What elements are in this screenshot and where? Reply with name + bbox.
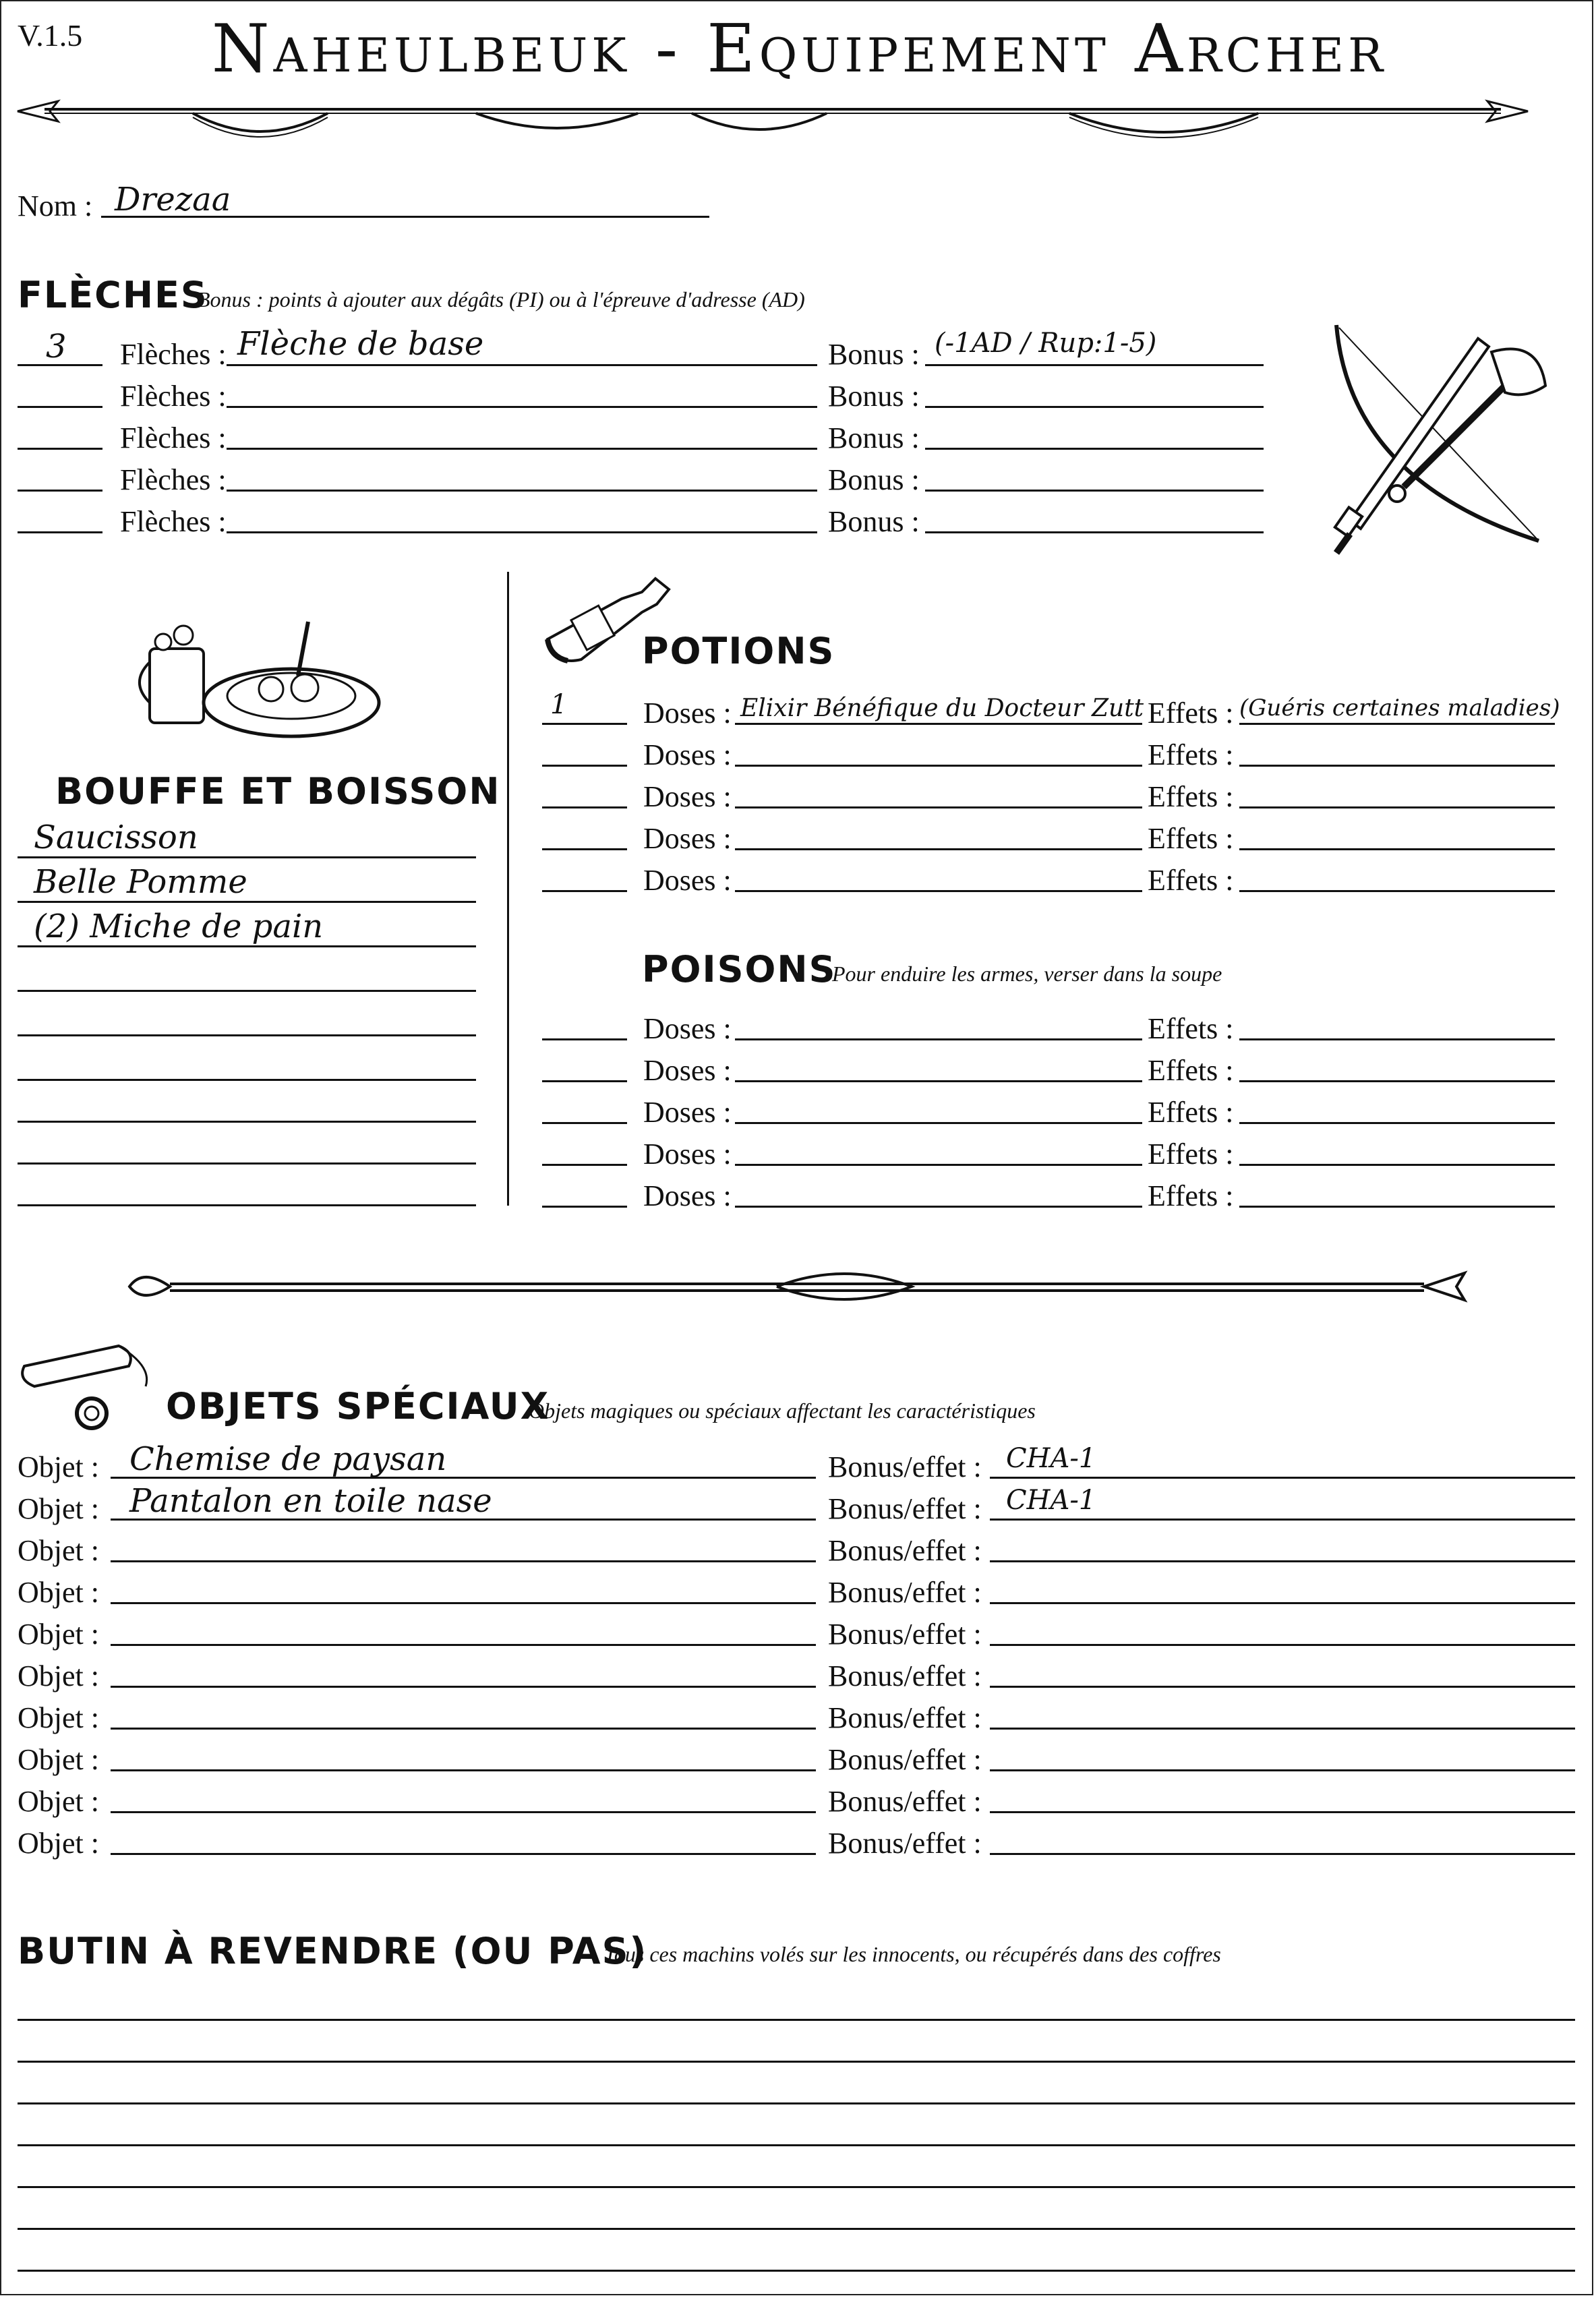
bouffe-line[interactable] [18,901,476,903]
potion-effet[interactable]: (Guéris certaines maladies) [1239,695,1560,721]
fleches-name-line[interactable] [227,406,817,408]
fleches-qty-line[interactable] [18,490,102,492]
poison-qty-line[interactable] [542,1164,627,1166]
potion-effets-label: Effets : [1148,738,1234,771]
potion-effets-label: Effets : [1148,822,1234,855]
objet-bonus-line[interactable] [990,1853,1575,1855]
butin-heading: BUTIN À REVENDRE (OU PAS) [18,1930,648,1972]
objet-bonus-label: Bonus/effet : [828,1576,982,1609]
objet-label: Objet : [18,1659,99,1692]
poison-doses-label: Doses : [643,1012,732,1045]
bouffe-line[interactable] [18,945,476,947]
objet-label: Objet : [18,1785,99,1818]
fleches-bonus-label: Bonus : [828,338,920,371]
name-field[interactable]: Drezaa [115,181,231,218]
column-divider [507,572,509,1206]
potion-effet-line[interactable] [1239,723,1555,725]
objet-bonus-label: Bonus/effet : [828,1492,982,1525]
poison-effet-line[interactable] [1239,1038,1555,1040]
potion-name-line[interactable] [735,765,1142,767]
butin-line[interactable] [18,2061,1575,2063]
poison-effets-label: Effets : [1148,1138,1234,1171]
poison-effet-line[interactable] [1239,1206,1555,1208]
potion-qty-line[interactable] [542,806,627,808]
fleches-subtitle: Bonus : points à ajouter aux dégâts (PI) ou à l'épreuve d'adresse (AD) [197,287,805,312]
objet-name-line[interactable] [111,1853,816,1855]
poison-effets-label: Effets : [1148,1179,1234,1212]
potion-name-line[interactable] [735,890,1142,892]
poison-name-line[interactable] [735,1164,1142,1166]
crossed-weapons-icon [1323,312,1572,554]
objet-label: Objet : [18,1743,99,1776]
arrow-divider-icon [18,89,1528,143]
objet-bonus-label: Bonus/effet : [828,1743,982,1776]
fleches-bonus-line[interactable] [925,531,1264,533]
potion-qty-line[interactable] [542,848,627,850]
bouffe-line[interactable] [18,1162,476,1165]
bouffe-heading: BOUFFE ET BOISSON [55,770,501,813]
bouffe-item[interactable]: (2) Miche de pain [34,908,324,945]
objet-bonus-line[interactable] [990,1519,1575,1521]
objet-name[interactable]: Pantalon en toile nase [129,1482,492,1520]
objet-label: Objet : [18,1492,99,1525]
fleches-qty[interactable]: 3 [46,328,67,365]
potion-qty-line[interactable] [542,890,627,892]
fleches-name-line[interactable] [227,531,817,533]
objet-bonus-line[interactable] [990,1811,1575,1813]
objet-label: Objet : [18,1618,99,1651]
fleches-label: Flèches : [120,380,227,413]
objet-bonus-label: Bonus/effet : [828,1659,982,1692]
butin-line[interactable] [18,2019,1575,2021]
poison-effet-line[interactable] [1239,1122,1555,1124]
version-label: V.1.5 [18,18,83,53]
staff-divider-icon [129,1261,1465,1308]
fleches-bonus-label: Bonus : [828,421,920,454]
fleches-heading: FLÈCHES [18,274,208,316]
potion-doses-label: Doses : [643,822,732,855]
bouffe-line[interactable] [18,856,476,858]
objet-label: Objet : [18,1701,99,1734]
potion-qty-line[interactable] [542,765,627,767]
fleches-bonus-line[interactable] [925,406,1264,408]
objet-bonus-line[interactable] [990,1644,1575,1646]
fleches-bonus-line[interactable] [925,448,1264,450]
potion-name-line[interactable] [735,806,1142,808]
poison-effets-label: Effets : [1148,1096,1234,1129]
objet-label: Objet : [18,1576,99,1609]
fleches-qty-line[interactable] [18,448,102,450]
poison-effet-line[interactable] [1239,1164,1555,1166]
objets-heading: OBJETS SPÉCIAUX [166,1385,550,1427]
butin-line[interactable] [18,2144,1575,2146]
objet-bonus-line[interactable] [990,1602,1575,1604]
poison-name-line[interactable] [735,1038,1142,1040]
potion-effet-line[interactable] [1239,848,1555,850]
bouffe-line[interactable] [18,1079,476,1081]
potion-effets-label: Effets : [1148,697,1234,730]
bouffe-line[interactable] [18,1121,476,1123]
fleches-bonus[interactable]: (-1AD / Rup:1-5) [935,328,1157,359]
name-label: Nom : [18,189,93,223]
fleches-name-line[interactable] [227,448,817,450]
potions-heading: POTIONS [642,630,835,672]
food-icon [136,608,379,743]
poison-doses-label: Doses : [643,1054,732,1087]
fleches-bonus-line[interactable] [925,490,1264,492]
objet-bonus-line[interactable] [990,1728,1575,1730]
potion-qty[interactable]: 1 [550,689,568,720]
potion-effets-label: Effets : [1148,780,1234,813]
poison-effets-label: Effets : [1148,1054,1234,1087]
fleches-qty-line[interactable] [18,406,102,408]
butin-line[interactable] [18,2186,1575,2188]
potion-effet-line[interactable] [1239,890,1555,892]
poisons-heading: POISONS [642,948,837,991]
objet-bonus-label: Bonus/effet : [828,1450,982,1483]
fleches-bonus-line[interactable] [925,364,1264,366]
potion-doses-label: Doses : [643,697,732,730]
potion-name-line[interactable] [735,848,1142,850]
potion-doses-label: Doses : [643,780,732,813]
potion-effet-line[interactable] [1239,765,1555,767]
poison-doses-label: Doses : [643,1096,732,1129]
objet-name-line[interactable] [111,1686,816,1688]
objet-label: Objet : [18,1827,99,1860]
fleches-name-line[interactable] [227,490,817,492]
objet-bonus-line[interactable] [990,1477,1575,1479]
potion-doses-label: Doses : [643,738,732,771]
fleches-bonus-label: Bonus : [828,463,920,496]
fleches-label: Flèches : [120,338,227,371]
objet-name[interactable]: Chemise de paysan [129,1440,447,1478]
poison-doses-label: Doses : [643,1138,732,1171]
objet-name-line[interactable] [111,1811,816,1813]
objet-bonus-label: Bonus/effet : [828,1534,982,1567]
poison-qty-line[interactable] [542,1206,627,1208]
objet-bonus[interactable]: CHA-1 [1006,1443,1096,1474]
scroll-ring-icon [18,1339,159,1434]
poison-doses-label: Doses : [643,1179,732,1212]
fleches-label: Flèches : [120,421,227,454]
objet-name-line[interactable] [111,1602,816,1604]
potion-qty-line[interactable] [542,723,627,725]
bouffe-item[interactable]: Saucisson [34,819,198,856]
objet-label: Objet : [18,1534,99,1567]
bouffe-item[interactable]: Belle Pomme [34,863,247,901]
objet-bonus-label: Bonus/effet : [828,1827,982,1860]
fleches-name-line[interactable] [227,364,817,366]
fleches-label: Flèches : [120,463,227,496]
objet-bonus-line[interactable] [990,1560,1575,1562]
poisons-subtitle: Pour enduire les armes, verser dans la soupe [832,962,1222,986]
fleches-qty-line[interactable] [18,531,102,533]
objet-name-line[interactable] [111,1560,816,1562]
page-title: Naheulbeuk - Equipement Archer [211,11,1388,88]
objet-bonus-line[interactable] [990,1769,1575,1771]
objet-name-line[interactable] [111,1644,816,1646]
butin-line[interactable] [18,2102,1575,2104]
objets-subtitle: Objets magiques ou spéciaux affectant les caractéristiques [529,1398,1036,1423]
poison-qty-line[interactable] [542,1080,627,1082]
fleches-label: Flèches : [120,505,227,538]
bouffe-line[interactable] [18,990,476,992]
poison-effets-label: Effets : [1148,1012,1234,1045]
bouffe-line[interactable] [18,1034,476,1036]
fleches-name[interactable]: Flèche de base [237,325,484,363]
objet-name-line[interactable] [111,1728,816,1730]
fleches-bonus-label: Bonus : [828,505,920,538]
fleches-bonus-label: Bonus : [828,380,920,413]
objet-bonus-label: Bonus/effet : [828,1785,982,1818]
objet-bonus-label: Bonus/effet : [828,1701,982,1734]
bouffe-line[interactable] [18,1204,476,1206]
objet-name-line[interactable] [111,1769,816,1771]
potion-doses-label: Doses : [643,864,732,897]
potion-effet-line[interactable] [1239,806,1555,808]
objet-bonus[interactable]: CHA-1 [1006,1485,1096,1516]
butin-line[interactable] [18,2228,1575,2230]
poison-name-line[interactable] [735,1080,1142,1082]
poison-name-line[interactable] [735,1206,1142,1208]
potion-name-line[interactable] [735,723,1142,725]
butin-line[interactable] [18,2270,1575,2272]
butin-subtitle: Tous ces machins volés sur les innocents, ou récupérés dans des coffres [604,1942,1221,1966]
objet-bonus-label: Bonus/effet : [828,1618,982,1651]
potion-name[interactable]: Elixir Bénéfique du Docteur Zutt [740,695,1144,722]
poison-qty-line[interactable] [542,1038,627,1040]
objet-bonus-line[interactable] [990,1686,1575,1688]
poison-qty-line[interactable] [542,1122,627,1124]
poison-effet-line[interactable] [1239,1080,1555,1082]
objet-label: Objet : [18,1450,99,1483]
potion-effets-label: Effets : [1148,864,1234,897]
poison-name-line[interactable] [735,1122,1142,1124]
